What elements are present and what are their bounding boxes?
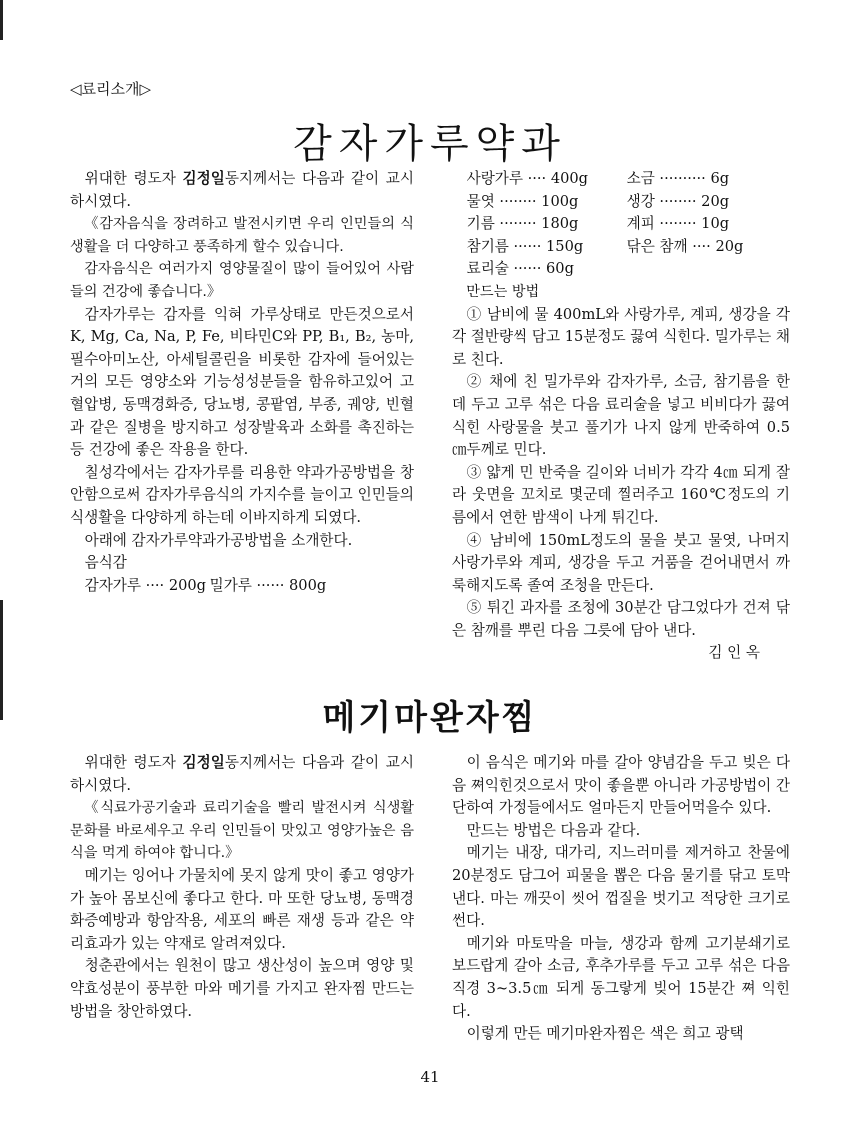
article1-body-2: 칠성각에서는 감자가루를 리용한 약과가공방법을 창안함으로써 감자가루음식의 가지수를 늘이고 인민들의 식생활을 다양하게 하는데 이바지하게 되였다. [70, 463, 414, 526]
ingredient-row: 참기름 ······ 150g 닦은 참깨 ···· 20g [466, 237, 744, 255]
article1-quote-2: 감자음식은 여러가지 영양물질이 많이 들어있어 사람들의 건강에 좋습니다.》 [70, 261, 414, 300]
main-ingredients [70, 575, 414, 598]
page-number: 41 [420, 1068, 440, 1086]
article2-right-3: 메기는 내장, 대가리, 지느러미를 제거하고 찬물에 20분정도 담그어 피물을 뽑은 다음 물기를 닦고 토막낸다. 마는 깨끗이 씻어 껍질을 벗기고 적당한 크기로 썬다. [452, 844, 790, 930]
ingredient-item: 밀가루 ······ 800g [209, 576, 327, 594]
recipe-step-1: ① 남비에 물 400mL와 사랑가루, 계피, 생강을 각각 절반량씩 담고 15분정도 끓여 식힌다. 밀가루는 채로 친다. [452, 305, 790, 368]
recipe-step-5: ⑤ 튀긴 과자를 조청에 30분간 담그었다가 건져 닦은 참깨를 뿌린 다음 그릇에 담아 낸다. [452, 599, 790, 639]
article2-right-2: 만드는 방법은 다음과 같다. [466, 821, 641, 839]
article1-left-column [70, 168, 414, 597]
article1-intro: 위대한 령도자 김정일동지께서는 다음과 같이 교시하시였다. [70, 170, 414, 210]
article1-title: 감자가루약과 [293, 121, 567, 167]
article1-body-3: 아래에 감자가루약과가공방법을 소개한다. [84, 531, 353, 549]
recipe-step-4: ④ 남비에 150mL정도의 물을 붓고 물엿, 나머지 사랑가루와 계피, 생강을 두고 거품을 걷어내면서 까룩해지도록 졸여 조청을 만든다. [452, 531, 790, 594]
leader-name: 김정일 [182, 170, 225, 187]
article2-body-1: 메기는 잉어나 가물치에 못지 않게 맛이 좋고 영양가가 높아 몸보신에 좋다고 한다. 마 또한 당뇨병, 동맥경화증예방과 항암작용, 세포의 빠른 재생 등과 같은 약리효과가 있는 약재로 알려져있다. [70, 866, 414, 952]
ingredient-row: 사랑가루 ···· 400g 소금 ·········· 6g [466, 170, 730, 187]
leader-name: 김정일 [182, 754, 225, 771]
ingredient-row: 물엿 ········ 100g 생강 ········ 20g [466, 192, 730, 210]
article1-right-column [452, 168, 790, 665]
author-name: 김 인 옥 [708, 644, 760, 662]
article2-title: 메기마완자찜 [322, 698, 538, 738]
article1-body-1: 감자가루는 감자를 익혀 가루상태로 만든것으로서 K, Mg, Ca, Na, P, Fe, 비타민C와 PP, B₁, B₂, 농마, 필수아미노산, 아세틸콜린을 비롯한 감자에 들어있는 거의 모든 영양소와 기능성성분들을 함유하고있어 고혈압병, 동맥경화증, 당뇨병, 콩팥염, 부종, 궤양, 빈혈과 같은 질병을 방지하고 성장발육과 소화를 촉진하는 등 건강에 좋은 작용을 한다. [70, 305, 414, 459]
article2-right-4: 메기와 마토막을 마늘, 생강과 함께 고기분쇄기로 보드랍게 갈아 소금, 후추가루를 두고 고루 섞은 다음 직경 3~3.5㎝ 되게 동그랗게 빚어 15분간 쪄 익힌다. [452, 934, 790, 1020]
ingredients-heading: 음식감 [84, 554, 127, 572]
article1-quote-1: 《감자음식을 장려하고 발전시키면 우리 인민들의 식생활을 더 다양하고 풍족하게 할수 있습니다. [70, 216, 414, 255]
ingredient-row: 기름 ········ 180g 계피 ········ 10g [466, 215, 730, 233]
article2-right-5: 이렇게 만든 메기마완자찜은 색은 희고 광택 [466, 1025, 744, 1043]
section-label: ◁료리소개▷ [70, 80, 152, 98]
article2-right-column [452, 752, 790, 1046]
article2-intro: 위대한 령도자 김정일동지께서는 다음과 같이 교시하시였다. [70, 754, 414, 794]
article2-body-2: 청춘관에서는 원천이 많고 생산성이 높으며 영양 및 약효성분이 풍부한 마와 메기를 가지고 완자찜 만드는 방법을 창안하였다. [70, 957, 414, 1020]
recipe-step-2: ② 채에 친 밀가루와 감자가루, 소금, 참기름을 한데 두고 고루 섞은 다음 료리술을 넣고 비비다가 끓여 식힌 사랑물을 붓고 풀기가 나지 않게 반죽하여 0.5㎝두께로 민다. [452, 373, 790, 459]
article2-quote: 《식료가공기술과 료리기술을 빨리 발전시켜 식생활문화를 바로세우고 우리 인민들이 맛있고 영양가높은 음식을 먹게 하여야 합니다.》 [70, 800, 414, 862]
ingredient-item: 감자가루 ···· 200g [84, 576, 207, 594]
method-heading: 만드는 방법 [466, 283, 540, 300]
article2-left-column [70, 752, 414, 1023]
recipe-step-3: ③ 얇게 민 반죽을 길이와 너비가 각각 4㎝ 되게 잘라 웃면을 꼬치로 몇군데 찔러주고 160℃정도의 기름에서 연한 밤색이 나게 튀긴다. [452, 463, 790, 526]
article2-right-1: 이 음식은 메기와 마를 갈아 양념감을 두고 빚은 다음 쪄익힌것으로서 맛이 좋을뿐 아니라 가공방법이 간단하여 가정들에서도 얼마든지 만들어먹을수 있다. [452, 754, 790, 817]
ingredient-row: 료리술 ······ 60g [466, 260, 574, 278]
page-edge-mark-top [0, 0, 3, 40]
